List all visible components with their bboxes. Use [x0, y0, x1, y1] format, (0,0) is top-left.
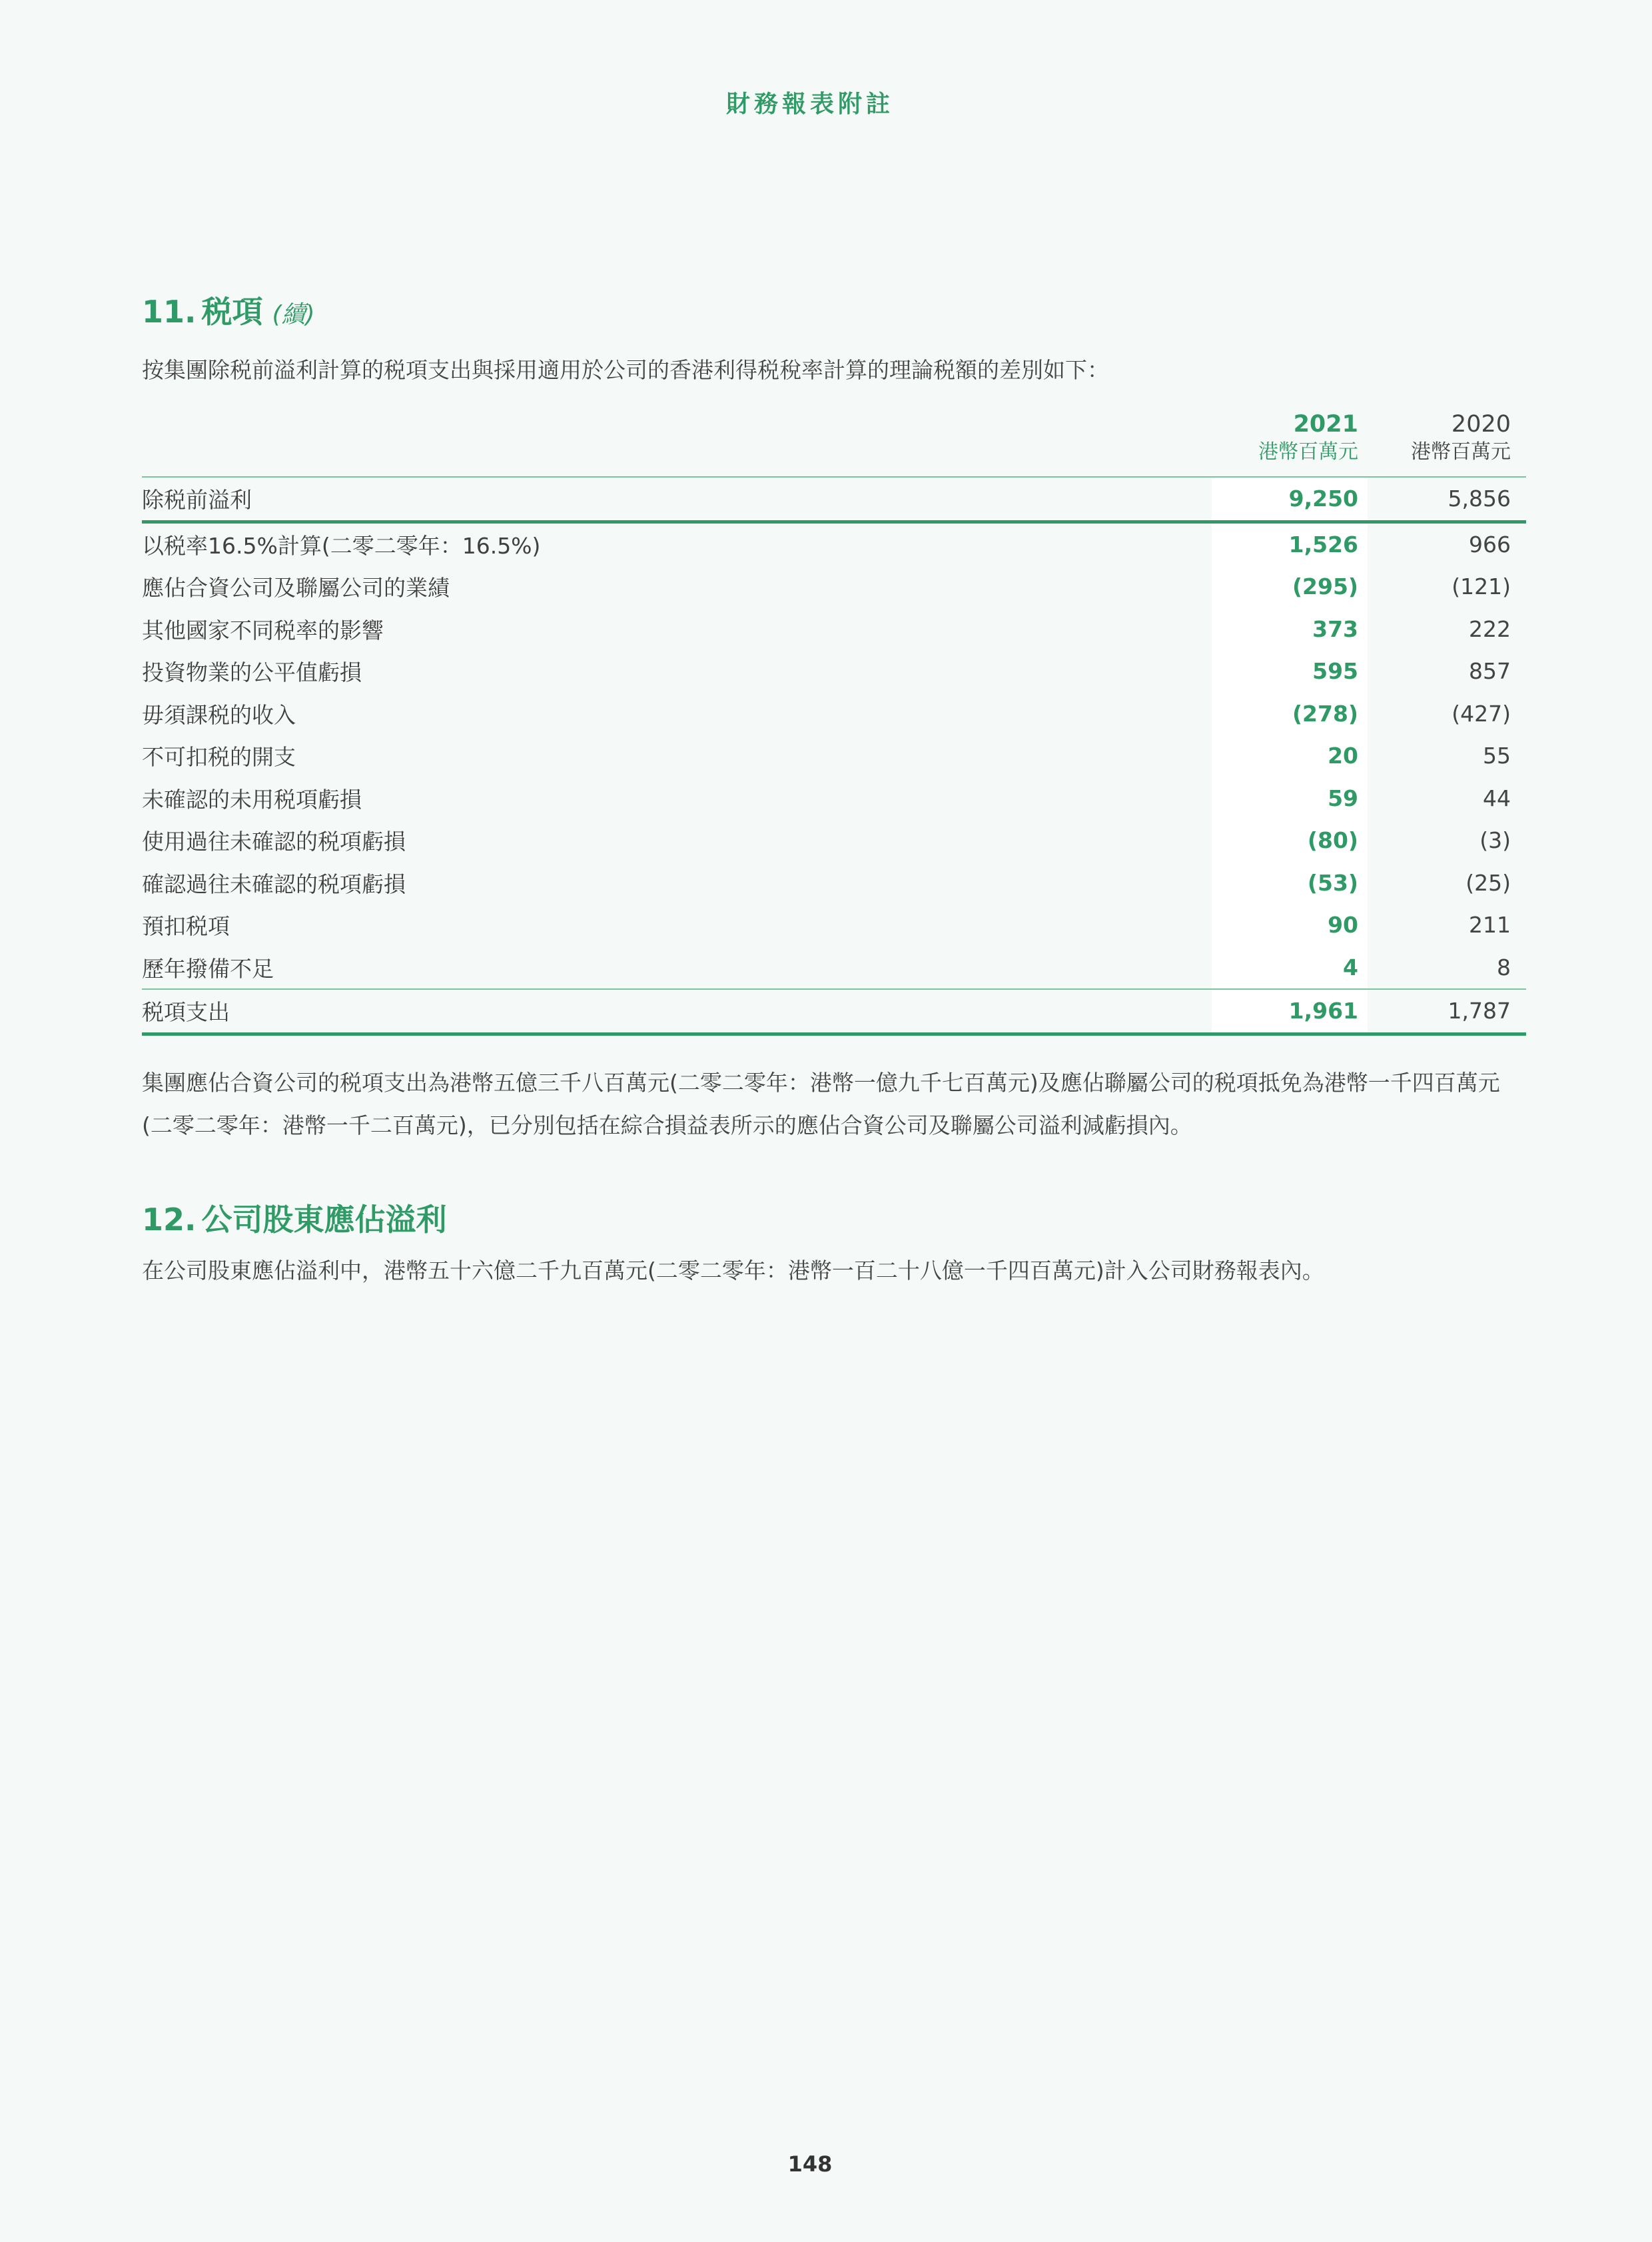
column-2020-header: [1368, 410, 1511, 466]
row-label: 税項支出: [142, 999, 230, 1026]
row-label: 應佔合資公司及聯屬公司的業績: [142, 575, 450, 601]
column-2020-unit: 港幣百萬元: [1411, 440, 1511, 464]
section-11-intro: 按集團除税前溢利計算的税項支出與採用適用於公司的香港利得税稅率計算的理論税額的差別如下：: [142, 357, 1109, 383]
value-2021: 595: [1312, 658, 1358, 685]
table-row: [142, 693, 1526, 735]
value-2020: 55: [1483, 743, 1511, 769]
page-number: 148: [787, 2151, 833, 2177]
row-label: 除税前溢利: [142, 487, 252, 514]
section-11-title: 税項: [201, 294, 263, 330]
value-2021: 373: [1312, 615, 1358, 642]
row-label: 預扣税項: [142, 913, 230, 940]
row-label: 其他國家不同税率的影響: [142, 617, 384, 643]
row-label: 投資物業的公平值虧損: [142, 659, 362, 686]
row-label: 使用過往未確認的税項虧損: [142, 829, 406, 855]
value-2021: (80): [1307, 827, 1358, 854]
value-2020: 211: [1469, 912, 1511, 938]
running-header: 財務報表附註: [725, 91, 894, 118]
value-2020: (121): [1451, 573, 1511, 600]
column-2021-unit: 港幣百萬元: [1258, 440, 1358, 464]
value-2021: 20: [1328, 743, 1358, 769]
value-2020: (25): [1465, 869, 1511, 896]
value-2020: 5,856: [1447, 486, 1511, 512]
value-2020: 44: [1483, 785, 1511, 811]
value-2021: (278): [1292, 700, 1358, 727]
value-2020: 1,787: [1447, 998, 1511, 1024]
value-2021: 90: [1328, 912, 1358, 938]
column-2021-header: [1212, 410, 1358, 466]
table-row: [142, 650, 1526, 693]
table-row: [142, 819, 1526, 862]
value-2020: (427): [1451, 700, 1511, 727]
value-2020: 966: [1469, 531, 1511, 558]
table-row-total: [142, 990, 1526, 1036]
table-row: [142, 478, 1526, 524]
value-2021: 9,250: [1288, 486, 1358, 512]
table-row: [142, 735, 1526, 777]
section-11-number: 11.: [142, 294, 197, 330]
section-12-heading: [142, 1196, 447, 1240]
table-body: [142, 476, 1526, 1036]
value-2020: 222: [1469, 615, 1511, 642]
table-header: [142, 410, 1526, 476]
row-label: 毋須課税的收入: [142, 701, 296, 728]
section-12-text: 在公司股東應佔溢利中，港幣五十六億二千九百萬元(二零二零年：港幣一百二十八億一千四百萬元)計入公司財務報表內。: [142, 1258, 1324, 1284]
section-12-title: 公司股東應佔溢利: [201, 1202, 447, 1238]
row-label: 未確認的未用税項虧損: [142, 786, 362, 813]
column-2020-year: 2020: [1451, 411, 1511, 438]
value-2020: (3): [1479, 827, 1511, 854]
table-row: [142, 862, 1526, 905]
row-label: 歷年撥備不足: [142, 955, 274, 982]
row-label: 不可扣税的開支: [142, 744, 296, 771]
table-row: [142, 524, 1526, 566]
value-2021: 1,961: [1288, 998, 1358, 1024]
table-row: [142, 608, 1526, 651]
section-11-continued: (續): [272, 301, 315, 328]
table-row: [142, 565, 1526, 608]
tax-reconciliation-table: [142, 410, 1526, 1036]
row-label: 以税率16.5%計算(二零二零年：16.5%): [142, 532, 541, 559]
value-2021: 59: [1328, 785, 1358, 811]
table-row: [142, 946, 1526, 990]
value-2021: (53): [1307, 869, 1358, 896]
section-12-number: 12.: [142, 1202, 197, 1238]
row-label: 確認過往未確認的税項虧損: [142, 871, 406, 897]
value-2021: 1,526: [1288, 531, 1358, 558]
value-2021: 4: [1343, 954, 1358, 980]
column-2021-year: 2021: [1293, 411, 1358, 438]
value-2020: 8: [1497, 954, 1511, 980]
value-2020: 857: [1469, 658, 1511, 685]
table-row: [142, 904, 1526, 946]
table-row: [142, 777, 1526, 820]
value-2021: (295): [1292, 573, 1358, 600]
section-11-heading: [142, 288, 315, 332]
section-11-note: 集團應佔合資公司的税項支出為港幣五億三千八百萬元(二零二零年：港幣一億九千七百萬元)及應佔聯屬公司的税項抵免為港幣一千四百萬元(二零二零年：港幣一千二百萬元)，已分別包括在綜合損益表所示的應佔合資公司及聯屬公司溢利減虧損內。: [142, 1070, 1500, 1138]
